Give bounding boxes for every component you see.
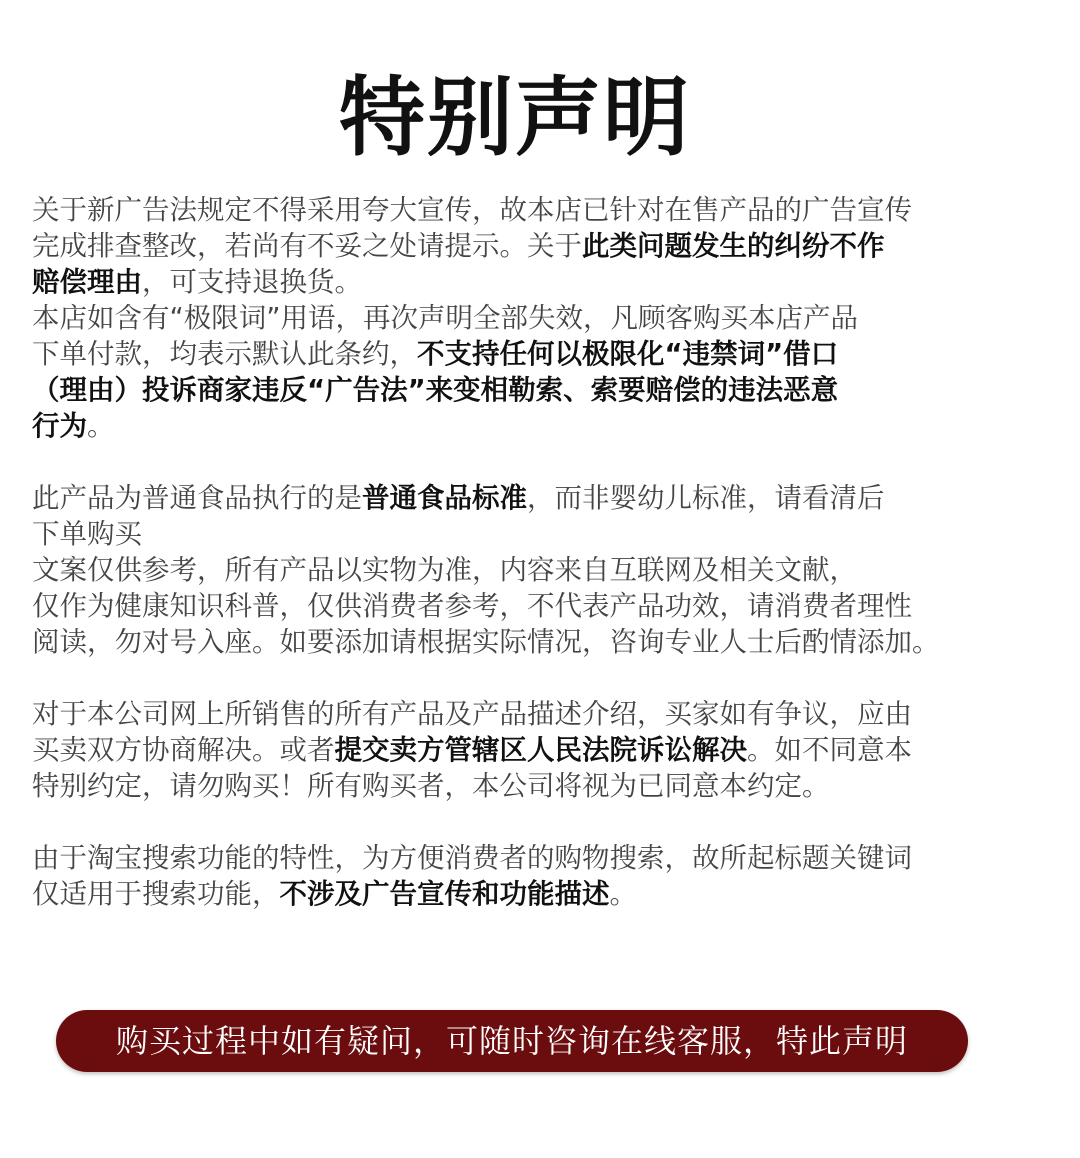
text: ，可支持退换货。 [142, 266, 362, 298]
text: 本店如含有“极限词”用语，再次声明全部失效，凡顾客购买本店产品 [32, 302, 858, 334]
paragraph-1-line-3 [32, 264, 1042, 300]
paragraph-1-line-2 [32, 228, 1042, 264]
text: 下单付款，均表示默认此条约， [32, 338, 417, 370]
bold-text: 行为 [32, 410, 87, 442]
paragraph-1-line-4 [32, 300, 1042, 336]
text: 对于本公司网上所销售的所有产品及产品描述介绍，买家如有争议，应由 [32, 698, 912, 730]
text: 。 [87, 410, 115, 442]
paragraph-spacer [32, 660, 1042, 696]
text: 仅作为健康知识科普，仅供消费者参考，不代表产品功效，请消费者理性 [32, 590, 912, 622]
text: 此产品为普通食品执行的是 [32, 482, 362, 514]
paragraph-3-line-3 [32, 768, 1042, 804]
paragraph-4-line-1 [32, 840, 1042, 876]
paragraph-2-line-3 [32, 552, 1042, 588]
paragraph-2-line-2 [32, 516, 1042, 552]
text: 。 [609, 878, 637, 910]
bold-text: （理由）投诉商家违反“广告法”来变相勒索、索要赔偿的违法恶意 [32, 374, 839, 406]
paragraph-1-line-5 [32, 336, 1042, 372]
text: 下单购买 [32, 518, 142, 550]
paragraph-1-line-6 [32, 372, 1042, 408]
text: 完成排查整改，若尚有不妥之处请提示。关于 [32, 230, 582, 262]
statement-content [32, 192, 1042, 912]
text: 文案仅供参考，所有产品以实物为准，内容来自互联网及相关文献， [32, 554, 857, 586]
paragraph-2-line-5 [32, 624, 1042, 660]
paragraph-3-line-2 [32, 732, 1042, 768]
contact-service-banner: 购买过程中如有疑问，可随时咨询在线客服，特此声明 [56, 1010, 968, 1072]
paragraph-spacer [32, 804, 1042, 840]
text: 关于新广告法规定不得采用夸大宣传，故本店已针对在售产品的广告宣传 [32, 194, 912, 226]
bold-text: 不支持任何以极限化“违禁词”借口 [417, 338, 839, 370]
text: 买卖双方协商解决。或者 [32, 734, 335, 766]
paragraph-2-line-1 [32, 480, 1042, 516]
paragraph-1-line-1 [32, 192, 1042, 228]
page-title: 特别声明 [339, 68, 691, 168]
paragraph-1-line-7 [32, 408, 1042, 444]
text: 。如不同意本 [747, 734, 912, 766]
bold-text: 赔偿理由 [32, 266, 142, 298]
bold-text: 提交卖方管辖区人民法院诉讼解决 [334, 734, 747, 766]
text: ，而非婴幼儿标准，请看清后 [527, 482, 885, 514]
bold-text: 此类问题发生的纠纷不作 [582, 230, 885, 262]
paragraph-2-line-4 [32, 588, 1042, 624]
text: 由于淘宝搜索功能的特性，为方便消费者的购物搜索，故所起标题关键词 [32, 842, 912, 874]
paragraph-3-line-1 [32, 696, 1042, 732]
text: 阅读，勿对号入座。如要添加请根据实际情况，咨询专业人士后酌情添加。 [32, 626, 940, 658]
paragraph-4-line-2 [32, 876, 1042, 912]
text: 仅适用于搜索功能， [32, 878, 280, 910]
paragraph-spacer [32, 444, 1042, 480]
bold-text: 不涉及广告宣传和功能描述 [279, 878, 610, 910]
bold-text: 普通食品标准 [362, 482, 527, 514]
text: 特别约定，请勿购买！所有购买者，本公司将视为已同意本约定。 [32, 770, 830, 802]
